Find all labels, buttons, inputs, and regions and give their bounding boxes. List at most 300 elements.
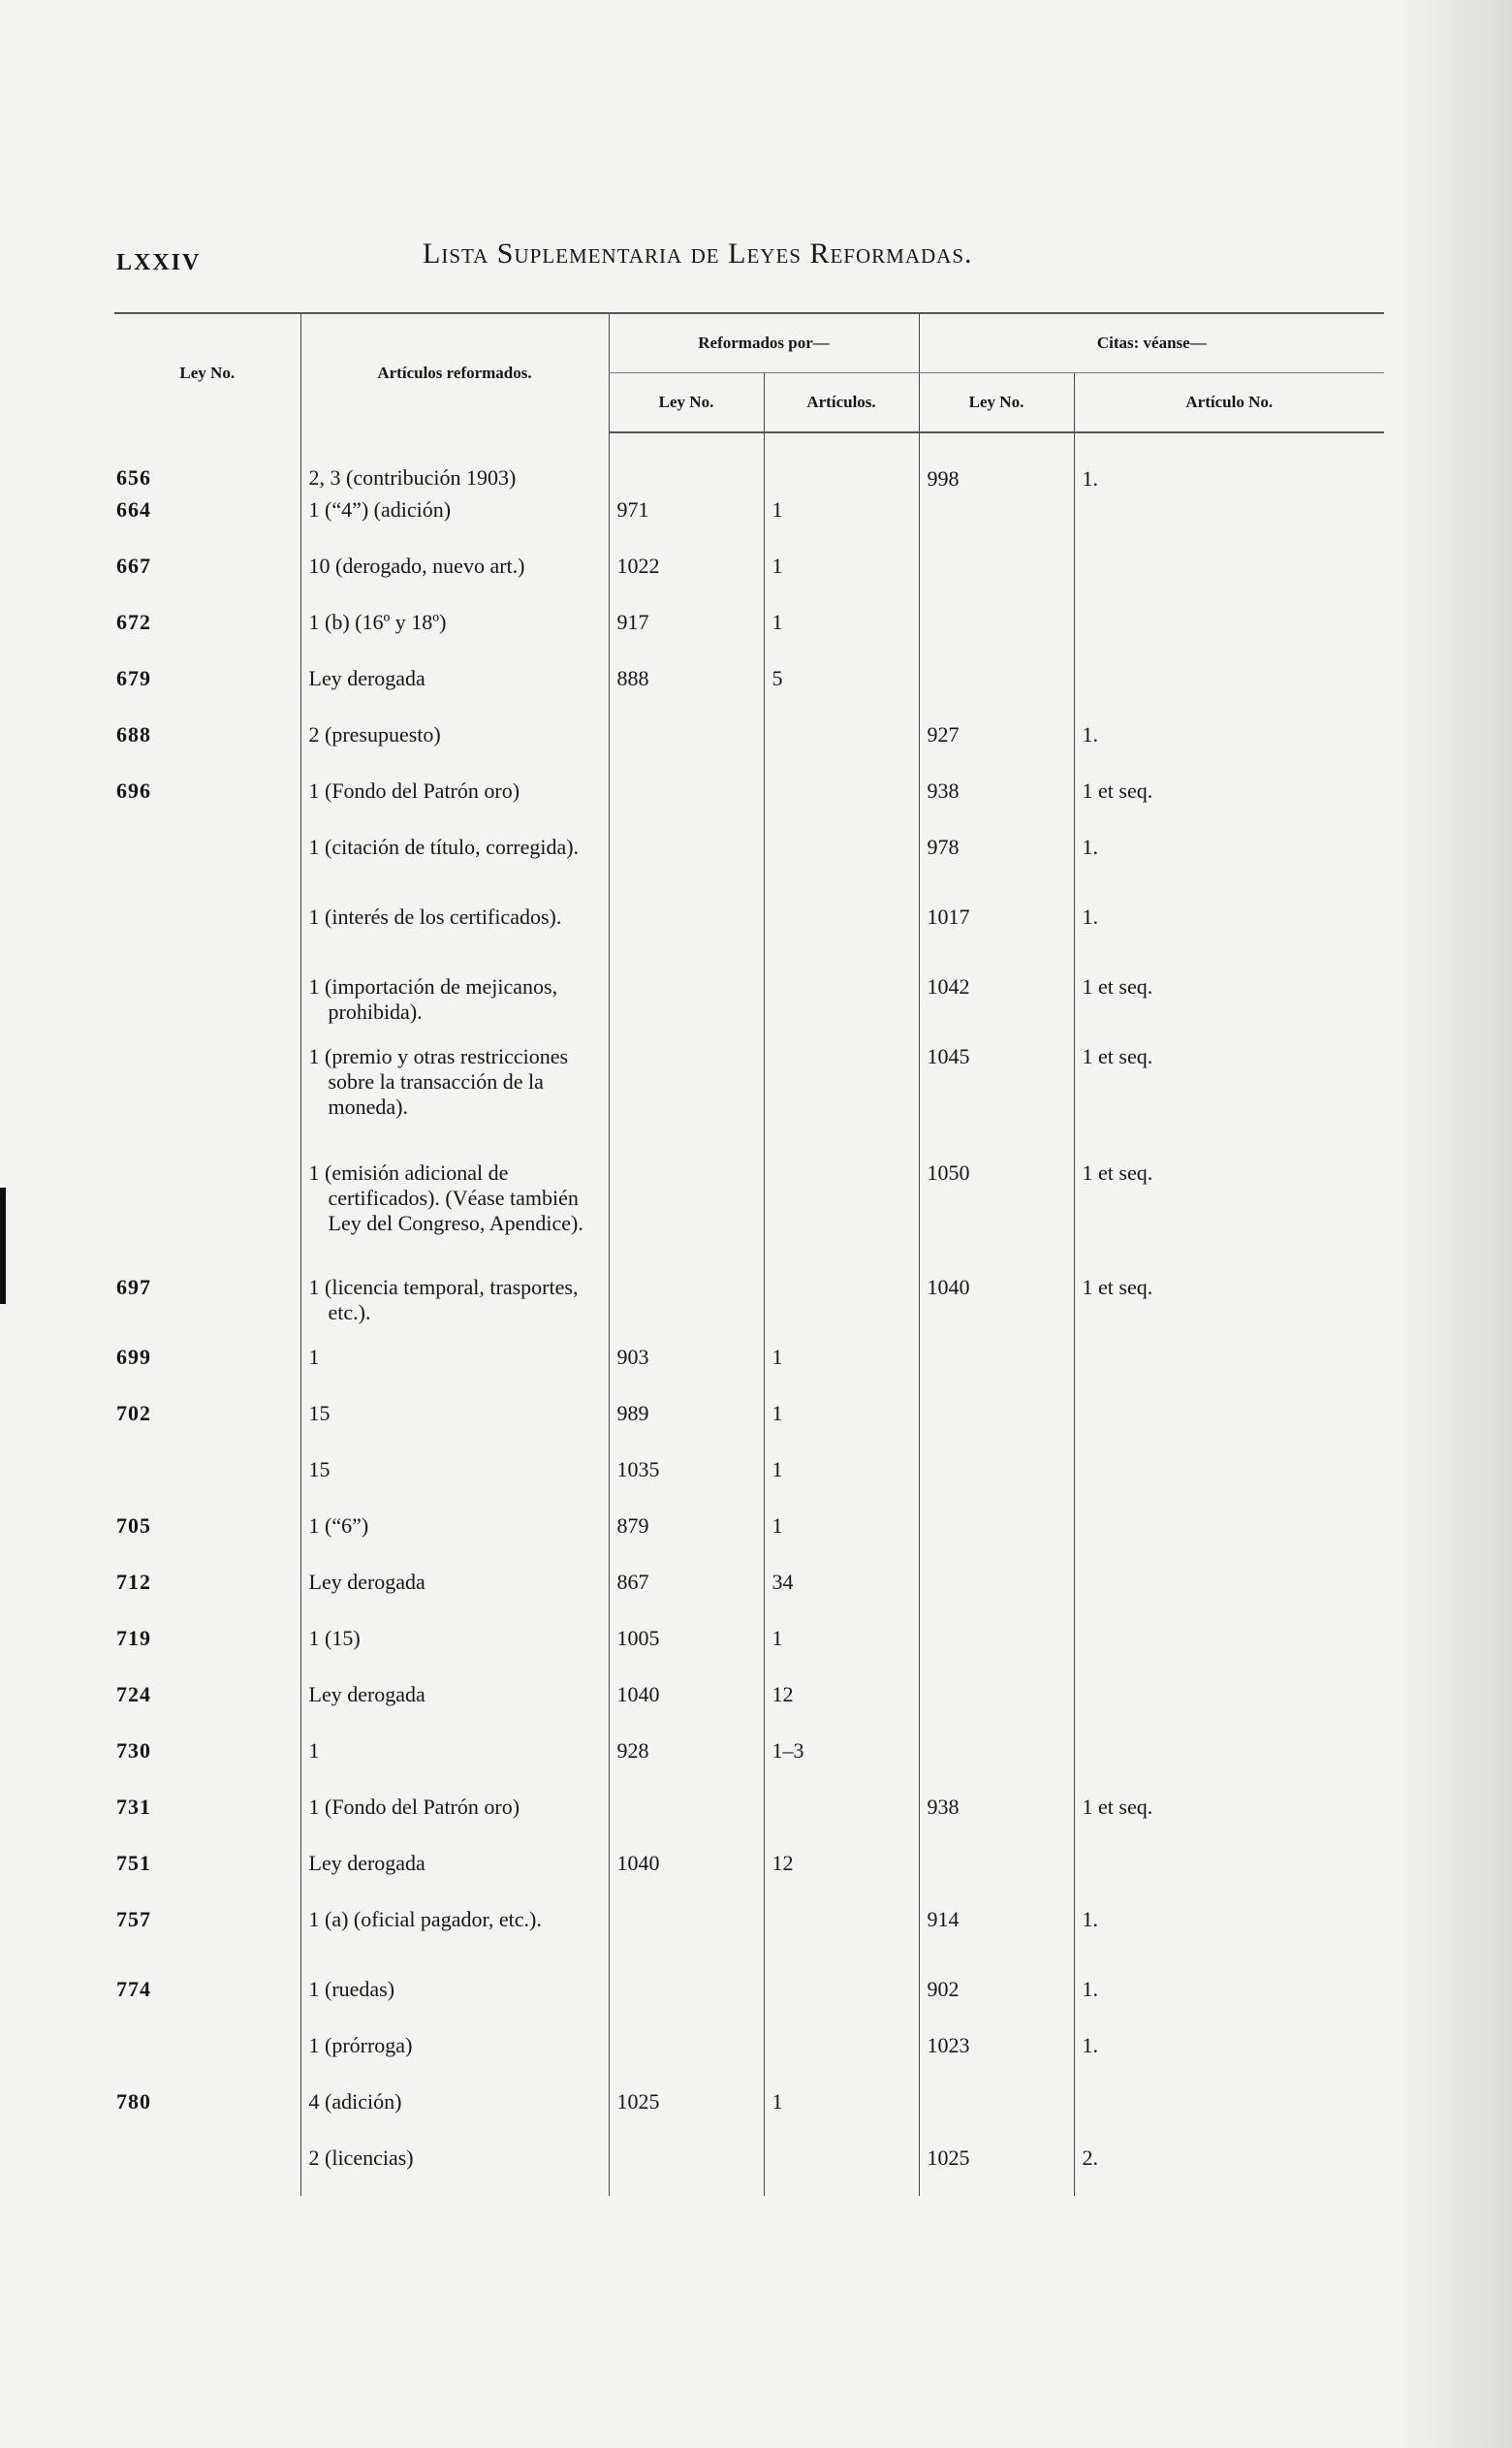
articulos-cell: [300, 969, 609, 1038]
articulos-cell-text: 2 (licencias): [308, 2146, 414, 2170]
ref-ley-cell: [609, 2083, 764, 2140]
articulos-cell: [300, 2027, 609, 2083]
articulos-cell: [300, 1395, 609, 1451]
col-header-ley: Ley No.: [114, 313, 300, 432]
ref-ley-cell: [609, 548, 764, 604]
ref-articulo-cell: [764, 829, 919, 899]
cit-articulo-cell-text: 1 et seq.: [1082, 779, 1153, 803]
ley-cell: [114, 2140, 300, 2196]
ref-ley-cell-text: 928: [616, 1738, 649, 1763]
cit-articulo-cell: [1074, 773, 1384, 829]
ref-ley-cell: [609, 1620, 764, 1676]
table-row: [114, 660, 1384, 716]
page-edge-shadow: [1396, 0, 1512, 2448]
cit-ley-cell: [919, 1845, 1074, 1901]
cit-ley-cell: [919, 1395, 1074, 1451]
ref-articulo-cell-text: 1–3: [772, 1738, 804, 1763]
cit-ley-cell-text: 998: [927, 466, 960, 491]
ref-ley-cell: [609, 1901, 764, 1971]
articulos-cell: [300, 432, 609, 492]
table-row: [114, 1038, 1384, 1155]
cit-articulo-cell: [1074, 1733, 1384, 1789]
cit-articulo-cell: [1074, 1845, 1384, 1901]
articulos-cell-text: Ley derogada: [308, 1682, 425, 1706]
table-row: [114, 716, 1384, 773]
table-row: [114, 1339, 1384, 1395]
articulos-cell-text: 1: [308, 1738, 320, 1763]
cit-articulo-cell-text: 1.: [1082, 1907, 1099, 1931]
ley-cell-text: 664: [116, 497, 151, 522]
cit-articulo-cell: [1074, 1620, 1384, 1676]
table-row: [114, 2083, 1384, 2140]
cit-articulo-cell: [1074, 899, 1384, 969]
ref-ley-cell: [609, 1451, 764, 1508]
articulos-cell-text: 1 (citación de título, corregida).: [308, 835, 580, 859]
ref-articulo-cell-text: 1: [772, 1345, 783, 1369]
ref-ley-cell: [609, 1395, 764, 1451]
ref-articulo-cell: [764, 1845, 919, 1901]
ref-ley-cell: [609, 899, 764, 969]
ref-articulo-cell: [764, 1339, 919, 1395]
ref-ley-cell-text: 867: [616, 1570, 649, 1594]
ley-cell: [114, 492, 300, 548]
cit-ley-cell-text: 1023: [927, 2033, 970, 2057]
ley-cell: [114, 1676, 300, 1733]
ref-articulo-cell-text: 1: [772, 1401, 783, 1425]
cit-ley-cell: [919, 773, 1074, 829]
cit-ley-cell: [919, 1269, 1074, 1339]
ref-ley-cell: [609, 1155, 764, 1269]
law-table: [114, 312, 1384, 2196]
ley-cell-text: 705: [116, 1513, 151, 1538]
ref-ley-cell: [609, 1508, 764, 1564]
cit-articulo-cell: [1074, 2140, 1384, 2196]
table-row: [114, 829, 1384, 899]
cit-articulo-cell: [1074, 1901, 1384, 1971]
articulos-cell: [300, 1620, 609, 1676]
cit-ley-cell: [919, 2083, 1074, 2140]
ref-articulo-cell-text: 5: [772, 666, 783, 690]
articulos-cell-text: 2 (presupuesto): [308, 722, 441, 747]
cit-articulo-cell-text: 1 et seq.: [1082, 974, 1153, 999]
cit-ley-cell-text: 938: [927, 779, 960, 803]
cit-articulo-cell: [1074, 1971, 1384, 2027]
cit-articulo-cell: [1074, 1339, 1384, 1395]
cit-ley-cell: [919, 1789, 1074, 1845]
table-row: [114, 492, 1384, 548]
cit-ley-cell: [919, 1971, 1074, 2027]
articulos-cell-text: 1 (“4”) (adición): [308, 497, 452, 522]
ref-articulo-cell: [764, 1155, 919, 1269]
articulos-cell-text: Ley derogada: [308, 1851, 425, 1875]
cit-articulo-cell: [1074, 1451, 1384, 1508]
ref-articulo-cell: [764, 1620, 919, 1676]
ref-articulo-cell: [764, 604, 919, 660]
articulos-cell: [300, 1971, 609, 2027]
cit-ley-cell: [919, 1676, 1074, 1733]
ref-ley-cell: [609, 969, 764, 1038]
ref-articulo-cell-text: 1: [772, 1457, 783, 1481]
articulos-cell-text: 1 (premio y otras restricciones sobre la transacción de la moneda).: [308, 1044, 569, 1119]
ley-cell: [114, 2083, 300, 2140]
cit-ley-cell: [919, 716, 1074, 773]
articulos-cell-text: 1: [308, 1345, 320, 1369]
table-row: [114, 432, 1384, 492]
ref-ley-cell: [609, 432, 764, 492]
ley-cell-text: 696: [116, 779, 151, 803]
ref-articulo-cell: [764, 969, 919, 1038]
ref-ley-cell-text: 879: [616, 1513, 649, 1538]
ley-cell-text: 697: [116, 1275, 151, 1299]
ref-articulo-cell: [764, 716, 919, 773]
cit-articulo-cell: [1074, 2027, 1384, 2083]
ref-articulo-cell: [764, 1038, 919, 1155]
ref-ley-cell: [609, 773, 764, 829]
ref-ley-cell: [609, 1971, 764, 2027]
ley-cell-text: 719: [116, 1626, 151, 1650]
cit-ley-cell-text: 1040: [927, 1275, 970, 1299]
ley-cell: [114, 1038, 300, 1155]
articulos-cell: [300, 1269, 609, 1339]
ley-cell-text: 712: [116, 1570, 151, 1594]
ley-cell-text: 780: [116, 2089, 151, 2114]
cit-ley-cell: [919, 548, 1074, 604]
ref-articulo-cell-text: 1: [772, 1513, 783, 1538]
ref-articulo-cell: [764, 1395, 919, 1451]
cit-articulo-cell: [1074, 1395, 1384, 1451]
table-row: [114, 1676, 1384, 1733]
ref-articulo-cell: [764, 1971, 919, 2027]
ref-articulo-cell: [764, 1789, 919, 1845]
ley-cell: [114, 604, 300, 660]
ley-cell: [114, 432, 300, 492]
articulos-cell: [300, 2083, 609, 2140]
ley-cell: [114, 660, 300, 716]
articulos-cell-text: 1 (15): [308, 1626, 361, 1650]
articulos-cell: [300, 1901, 609, 1971]
ref-articulo-cell-text: 1: [772, 610, 783, 634]
ley-cell: [114, 1733, 300, 1789]
cit-ley-cell-text: 902: [927, 1977, 960, 2001]
articulos-cell: [300, 1789, 609, 1845]
table-row: [114, 548, 1384, 604]
cit-articulo-cell: [1074, 492, 1384, 548]
ley-cell-text: 757: [116, 1907, 151, 1931]
ley-cell: [114, 1789, 300, 1845]
ref-ley-cell-text: 1005: [616, 1626, 660, 1650]
cit-articulo-cell: [1074, 1508, 1384, 1564]
cit-articulo-cell-text: 1 et seq.: [1082, 1275, 1153, 1299]
ref-ley-cell: [609, 1789, 764, 1845]
cit-ley-cell: [919, 1155, 1074, 1269]
ref-ley-cell-text: 1022: [616, 554, 660, 578]
cit-articulo-cell-text: 1.: [1082, 2033, 1099, 2057]
ref-articulo-cell: [764, 2083, 919, 2140]
cit-articulo-cell: [1074, 829, 1384, 899]
ref-ley-cell: [609, 829, 764, 899]
ley-cell: [114, 969, 300, 1038]
articulos-cell: [300, 604, 609, 660]
articulos-cell: [300, 1676, 609, 1733]
ref-articulo-cell-text: 1: [772, 1626, 783, 1650]
articulos-cell-text: 1 (importación de mejicanos, prohibida).: [308, 974, 558, 1024]
cit-ley-cell: [919, 969, 1074, 1038]
articulos-cell-text: 15: [308, 1401, 331, 1425]
cit-articulo-cell-text: 1.: [1082, 466, 1099, 491]
articulos-cell: [300, 1508, 609, 1564]
articulos-cell: [300, 1339, 609, 1395]
ref-articulo-cell: [764, 432, 919, 492]
ref-articulo-cell: [764, 660, 919, 716]
articulos-cell-text: 1 (ruedas): [308, 1977, 395, 2001]
ley-cell-text: 724: [116, 1682, 151, 1706]
ley-cell-text: 774: [116, 1977, 151, 2001]
ref-ley-cell: [609, 1269, 764, 1339]
cit-articulo-cell: [1074, 1269, 1384, 1339]
ref-articulo-cell: [764, 1901, 919, 1971]
cit-ley-cell-text: 1042: [927, 974, 970, 999]
articulos-cell-text: 1 (licencia temporal, trasportes, etc.).: [308, 1275, 579, 1324]
cit-articulo-cell: [1074, 716, 1384, 773]
col-header-citas: Citas: véanse—: [919, 313, 1384, 373]
col-header-cit-articulo: Artículo No.: [1074, 373, 1384, 433]
cit-ley-cell-text: 1025: [927, 2146, 970, 2170]
cit-articulo-cell: [1074, 660, 1384, 716]
cit-articulo-cell-text: 1 et seq.: [1082, 1160, 1153, 1185]
col-header-ref-ley: Ley No.: [609, 373, 764, 433]
ref-articulo-cell: [764, 2027, 919, 2083]
articulos-cell: [300, 1733, 609, 1789]
cit-articulo-cell-text: 1.: [1082, 905, 1099, 929]
ref-ley-cell-text: 989: [616, 1401, 649, 1425]
articulos-cell: [300, 716, 609, 773]
articulos-cell: [300, 1564, 609, 1620]
articulos-cell: [300, 660, 609, 716]
ref-ley-cell: [609, 660, 764, 716]
page-title: Lista Suplementaria de Leyes Reformadas.: [423, 238, 973, 270]
cit-articulo-cell: [1074, 548, 1384, 604]
ley-cell-text: 679: [116, 666, 151, 690]
ref-articulo-cell-text: 1: [772, 497, 783, 522]
cit-ley-cell: [919, 899, 1074, 969]
ref-articulo-cell: [764, 1733, 919, 1789]
cit-ley-cell: [919, 1508, 1074, 1564]
cit-articulo-cell: [1074, 969, 1384, 1038]
col-header-reformados-por: Reformados por—: [609, 313, 919, 373]
ref-ley-cell-text: 888: [616, 666, 649, 690]
cit-ley-cell: [919, 492, 1074, 548]
ley-cell: [114, 1395, 300, 1451]
articulos-cell: [300, 1038, 609, 1155]
col-header-ref-articulos: Artículos.: [764, 373, 919, 433]
articulos-cell: [300, 492, 609, 548]
cit-articulo-cell-text: 1 et seq.: [1082, 1795, 1153, 1819]
cit-articulo-cell: [1074, 1155, 1384, 1269]
articulos-cell: [300, 899, 609, 969]
cit-ley-cell: [919, 1339, 1074, 1395]
articulos-cell-text: 1 (Fondo del Patrón oro): [308, 779, 520, 803]
ley-cell: [114, 1339, 300, 1395]
cit-ley-cell: [919, 829, 1074, 899]
table-row: [114, 1395, 1384, 1451]
ley-cell: [114, 1508, 300, 1564]
ref-ley-cell-text: 1035: [616, 1457, 660, 1481]
ref-articulo-cell: [764, 2140, 919, 2196]
ley-cell: [114, 2027, 300, 2083]
col-header-cit-ley: Ley No.: [919, 373, 1074, 433]
articulos-cell: [300, 548, 609, 604]
ley-cell-text: 688: [116, 722, 151, 747]
ley-cell: [114, 1451, 300, 1508]
table-row: [114, 1733, 1384, 1789]
ref-ley-cell: [609, 1038, 764, 1155]
ref-articulo-cell-text: 1: [772, 2089, 783, 2114]
articulos-cell-text: 1 (interés de los certificados).: [308, 905, 562, 929]
articulos-cell-text: Ley derogada: [308, 1570, 425, 1594]
cit-ley-cell: [919, 1901, 1074, 1971]
ley-cell-text: 731: [116, 1795, 151, 1819]
ref-ley-cell-text: 971: [616, 497, 649, 522]
ref-articulo-cell: [764, 492, 919, 548]
cit-ley-cell-text: 914: [927, 1907, 960, 1931]
cit-ley-cell: [919, 2140, 1074, 2196]
table-row: [114, 1508, 1384, 1564]
articulos-cell-text: 1 (Fondo del Patrón oro): [308, 1795, 520, 1819]
table-row: [114, 1901, 1384, 1971]
page-number: LXXIV: [116, 250, 202, 275]
ref-articulo-cell: [764, 773, 919, 829]
table-row: [114, 604, 1384, 660]
ref-ley-cell: [609, 1733, 764, 1789]
articulos-cell: [300, 1451, 609, 1508]
ref-ley-cell: [609, 1564, 764, 1620]
articulos-cell-text: 1 (“6”): [308, 1513, 369, 1538]
cit-ley-cell-text: 938: [927, 1795, 960, 1819]
ley-cell: [114, 1620, 300, 1676]
ley-cell: [114, 1155, 300, 1269]
articulos-cell: [300, 2140, 609, 2196]
ref-articulo-cell: [764, 1676, 919, 1733]
table-row: [114, 1269, 1384, 1339]
ref-ley-cell-text: 917: [616, 610, 649, 634]
ley-cell-text: 730: [116, 1738, 151, 1763]
table-row: [114, 1564, 1384, 1620]
table-row: [114, 1451, 1384, 1508]
cit-ley-cell: [919, 2027, 1074, 2083]
articulos-cell-text: 1 (a) (oficial pagador, etc.).: [308, 1907, 542, 1931]
ref-ley-cell: [609, 1676, 764, 1733]
cit-articulo-cell-text: 1.: [1082, 835, 1099, 859]
cit-ley-cell: [919, 660, 1074, 716]
ref-articulo-cell-text: 1: [772, 554, 783, 578]
table-row: [114, 1845, 1384, 1901]
ref-ley-cell: [609, 1339, 764, 1395]
ley-cell: [114, 829, 300, 899]
table-row: [114, 2140, 1384, 2196]
ley-cell: [114, 773, 300, 829]
ley-cell-text: 656: [116, 465, 151, 490]
cit-articulo-cell: [1074, 1676, 1384, 1733]
cit-ley-cell-text: 978: [927, 835, 960, 859]
cit-ley-cell: [919, 1038, 1074, 1155]
table-row: [114, 2027, 1384, 2083]
ref-articulo-cell: [764, 1508, 919, 1564]
ref-ley-cell: [609, 2027, 764, 2083]
cit-articulo-cell-text: 2.: [1082, 2146, 1099, 2170]
ley-cell: [114, 1845, 300, 1901]
cit-ley-cell-text: 1045: [927, 1044, 970, 1068]
col-header-articulos: Artículos reformados.: [300, 313, 609, 432]
cit-ley-cell: [919, 1451, 1074, 1508]
articulos-cell: [300, 1155, 609, 1269]
ref-ley-cell: [609, 2140, 764, 2196]
ley-cell-text: 702: [116, 1401, 151, 1425]
ley-cell: [114, 1901, 300, 1971]
table-row: [114, 1971, 1384, 2027]
cit-articulo-cell: [1074, 432, 1384, 492]
cit-ley-cell-text: 1017: [927, 905, 970, 929]
ref-ley-cell: [609, 1845, 764, 1901]
articulos-cell-text: 4 (adición): [308, 2089, 402, 2114]
ref-articulo-cell: [764, 1564, 919, 1620]
ley-cell: [114, 1971, 300, 2027]
articulos-cell-text: 15: [308, 1457, 331, 1481]
ley-cell-text: 751: [116, 1851, 151, 1875]
cit-articulo-cell-text: 1.: [1082, 1977, 1099, 2001]
cit-articulo-cell-text: 1 et seq.: [1082, 1044, 1153, 1068]
ref-ley-cell: [609, 716, 764, 773]
articulos-cell: [300, 773, 609, 829]
ref-ley-cell: [609, 492, 764, 548]
cit-ley-cell-text: 1050: [927, 1160, 970, 1185]
ref-articulo-cell-text: 12: [772, 1682, 794, 1706]
ley-cell: [114, 899, 300, 969]
ref-articulo-cell-text: 34: [772, 1570, 794, 1594]
cit-ley-cell: [919, 1564, 1074, 1620]
table-row: [114, 1155, 1384, 1269]
ref-articulo-cell: [764, 548, 919, 604]
cit-articulo-cell-text: 1.: [1082, 722, 1099, 747]
table-row: [114, 1789, 1384, 1845]
cit-ley-cell: [919, 1733, 1074, 1789]
ref-ley-cell: [609, 604, 764, 660]
ref-articulo-cell: [764, 899, 919, 969]
table-row: [114, 773, 1384, 829]
ley-cell-text: 672: [116, 610, 151, 634]
ref-articulo-cell: [764, 1451, 919, 1508]
ref-articulo-cell: [764, 1269, 919, 1339]
cit-articulo-cell: [1074, 1564, 1384, 1620]
binding-mark: [0, 1188, 6, 1304]
ref-ley-cell-text: 1040: [616, 1851, 660, 1875]
ley-cell-text: 699: [116, 1345, 151, 1369]
cit-articulo-cell: [1074, 2083, 1384, 2140]
articulos-cell: [300, 1845, 609, 1901]
cit-articulo-cell: [1074, 1038, 1384, 1155]
ley-cell: [114, 716, 300, 773]
table-row: [114, 1620, 1384, 1676]
articulos-cell-text: 1 (b) (16º y 18º): [308, 610, 447, 634]
cit-articulo-cell: [1074, 604, 1384, 660]
cit-ley-cell: [919, 432, 1074, 492]
ley-cell: [114, 548, 300, 604]
cit-ley-cell-text: 927: [927, 722, 960, 747]
table-row: [114, 969, 1384, 1038]
ley-cell-text: 667: [116, 554, 151, 578]
articulos-cell-text: 1 (prórroga): [308, 2033, 413, 2057]
ley-cell: [114, 1269, 300, 1339]
cit-ley-cell: [919, 604, 1074, 660]
